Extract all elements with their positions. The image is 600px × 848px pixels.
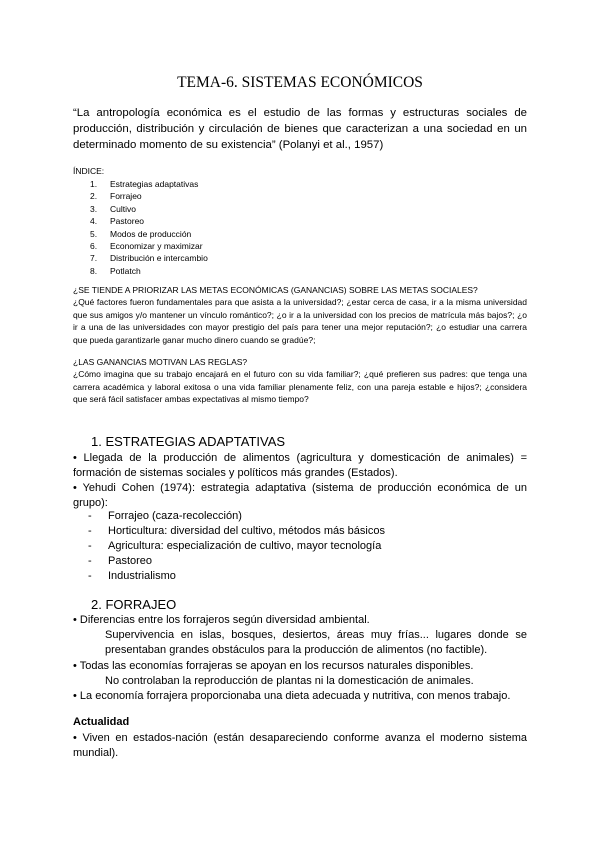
indented-paragraph: No controlaban la reproducción de plantas ni la domesticación de animales. [105,675,474,687]
list-item: - Horticultura: diversidad del cultivo, métodos más básicos [88,525,385,537]
paragraph: • Llegada de la producción de alimentos (agricultura y domesticación de animales) = formación de sistemas sociales y políticos más grandes (Estados). [73,452,527,479]
bullet-paragraph: • Todas las economías forrajeras se apoyan en los recursos naturales disponibles. [73,660,474,672]
index-item: 3. Cultivo [90,203,136,214]
bullet-paragraph: • Diferencias entre los forrajeros según diversidad ambiental. [73,614,370,626]
section-heading-estrategias: 1. ESTRATEGIAS ADAPTATIVAS [91,434,286,449]
bullet-paragraph: • La economía forrajera proporcionaba una dieta adecuada y nutritiva, con menos trabajo. [73,690,511,702]
paragraph: • Viven en estados-nación (están desapareciendo conforme avanza el moderno sistema mundial). [73,732,527,759]
question-heading: ¿LAS GANANCIAS MOTIVAN LAS REGLAS? [73,357,248,367]
indented-paragraph: Supervivencia en islas, bosques, desiertos, áreas muy frías... lugares donde se presentaban grandes obstáculos para la producción de alimentos (no factible). [105,629,527,656]
index-item: 8. Potlatch [90,265,141,276]
question-block-2 [73,356,527,406]
question-text: ¿Cómo imagina que su trabajo encajará en el futuro con su vida familiar?; ¿qué prefieren sus padres: que tenga una carrera académica y laboral exitosa o una vida familiar plenamente feliz, con una pareja estable e hijos?; ¿considera que será fácil satisfacer ambas expectativas al mismo tiempo? [73,369,527,405]
index-item: 7. Distribución e intercambio [90,253,208,264]
strategy-list [88,509,385,584]
index-list [90,178,208,277]
list-item: - Forrajeo (caza-recolección) [88,510,242,522]
index-item: 4. Pastoreo [90,216,145,227]
list-item: - Agricultura: especialización de cultivo, mayor tecnología [88,540,382,552]
list-item: - Pastoreo [88,555,153,567]
index-label: ÍNDICE: [73,166,105,176]
page-title: TEMA-6. SISTEMAS ECONÓMICOS [177,74,423,91]
index-item: 1. Estrategias adaptativas [90,179,199,189]
paragraph: • Yehudi Cohen (1974): estrategia adaptativa (sistema de producción económica de un grupo): [73,482,527,509]
actualidad-heading: Actualidad [73,716,130,728]
intro-quote: “La antropología económica es el estudio de las formas y estructuras sociales de producción, distribución y circulación de bienes que caracterizan a una sociedad en un determinado momento de su existencia” (Polanyi et al., 1957) [73,107,527,151]
index-item: 2. Forrajeo [90,191,142,202]
question-text: ¿Qué factores fueron fundamentales para que asista a la universidad?; ¿estar cerca de casa, ir a la misma universidad que sus amigos y/o mantener un vínculo romántico?; ¿o ir a la universidad con los precios de matrícula más bajos?; ¿o ir a una de las universidades con mayor prestigio del país para tener una mejor reputación?; ¿o estudiar una carrera que pueda garantizarle ganar mucho dinero cuando se gradúe?; [73,297,527,345]
list-item: - Industrialismo [88,570,176,582]
question-heading: ¿SE TIENDE A PRIORIZAR LAS METAS ECONÓMICAS (GANANCIAS) SOBRE LAS METAS SOCIALES? [73,285,478,295]
section-heading-forrajeo: 2. FORRAJEO [91,597,177,612]
question-block-1 [73,284,527,346]
index-item: 6. Economizar y maximizar [90,240,203,251]
index-item: 5. Modos de producción [90,228,192,239]
